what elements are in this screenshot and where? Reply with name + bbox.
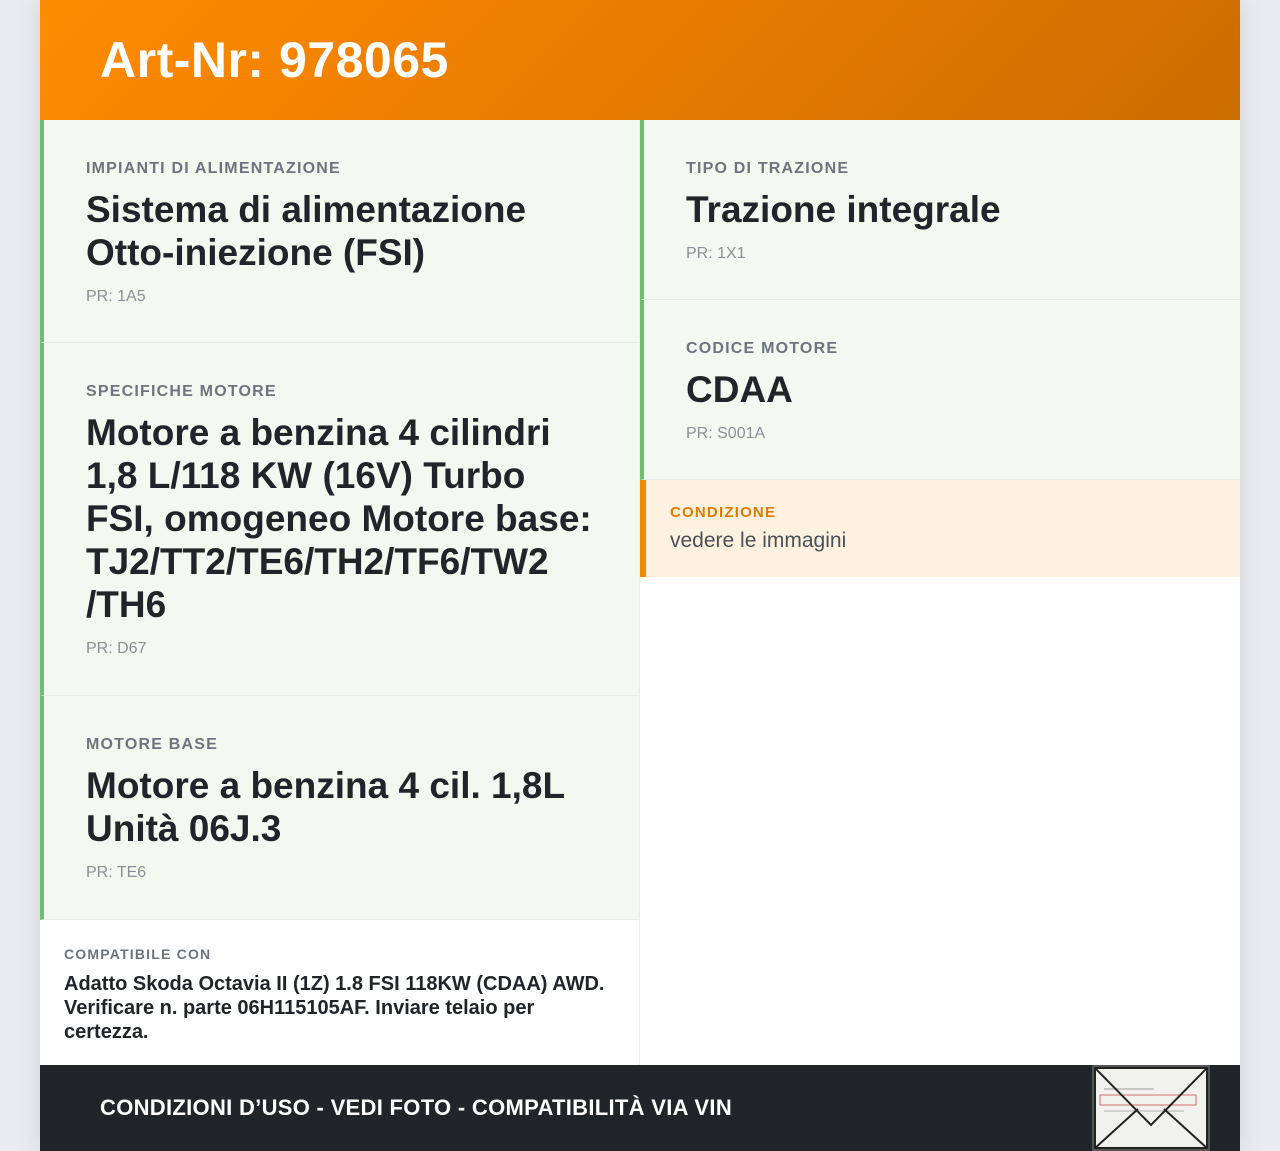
spec-pr-code: PR: S001A xyxy=(686,425,766,442)
spec-value: Motore a benzina 4 cilindri 1,8 L/118 KW (16V) Turbo FSI, omogeneo Motore base: TJ2/TT2/TE6/TH2/TF6/TW2 /TH6 xyxy=(86,412,592,625)
envelope-icon xyxy=(1094,1067,1208,1149)
page-header xyxy=(40,0,1240,120)
spec-label: IMPIANTI DI ALIMENTAZIONE xyxy=(86,160,341,177)
footer-links-text: CONDIZIONI D’USO - VEDI FOTO - COMPATIBILITÀ VIA VIN xyxy=(100,1095,733,1120)
condition-notice xyxy=(640,480,1240,577)
spec-drive-type xyxy=(640,120,1240,300)
spec-value: Motore a benzina 4 cil. 1,8L Unità 06J.3 xyxy=(86,765,565,849)
spec-pr-code: PR: 1A5 xyxy=(86,288,146,305)
spec-column-right xyxy=(640,120,1240,1065)
spec-pr-code: PR: 1X1 xyxy=(686,245,746,262)
spec-fuel-system xyxy=(40,120,639,343)
article-number-title: Art-Nr: 978065 xyxy=(100,32,449,88)
spec-value: Sistema di alimentazione Otto-iniezione (FSI) xyxy=(86,189,527,273)
spec-label: CODICE MOTORE xyxy=(686,340,839,357)
page-footer xyxy=(40,1065,1240,1151)
compatibility-label: COMPATIBILE CON xyxy=(64,946,212,962)
product-page xyxy=(40,0,1240,1151)
spec-label: TIPO DI TRAZIONE xyxy=(686,160,850,177)
spec-engine-code xyxy=(640,300,1240,480)
compatibility-section xyxy=(40,920,639,1064)
spec-grid xyxy=(40,120,1240,1065)
spec-engine-specs xyxy=(40,343,639,696)
spec-label: MOTORE BASE xyxy=(86,736,219,753)
spec-label: SPECIFICHE MOTORE xyxy=(86,383,277,400)
spec-value: Trazione integrale xyxy=(686,189,1001,230)
condition-value: vedere le immagini xyxy=(670,529,847,552)
spec-column-left xyxy=(40,120,640,1065)
spec-pr-code: PR: D67 xyxy=(86,640,147,657)
contact-envelope-icon[interactable] xyxy=(1092,1065,1210,1151)
spec-value: CDAA xyxy=(686,369,793,410)
condition-label: CONDIZIONE xyxy=(670,504,777,521)
spec-base-engine xyxy=(40,696,639,920)
spec-pr-code: PR: TE6 xyxy=(86,864,147,881)
compatibility-text: Adatto Skoda Octavia II (1Z) 1.8 FSI 118KW (CDAA) AWD. Verificare n. parte 06H115105AF. Inviare telaio per certezza. xyxy=(64,973,605,1043)
